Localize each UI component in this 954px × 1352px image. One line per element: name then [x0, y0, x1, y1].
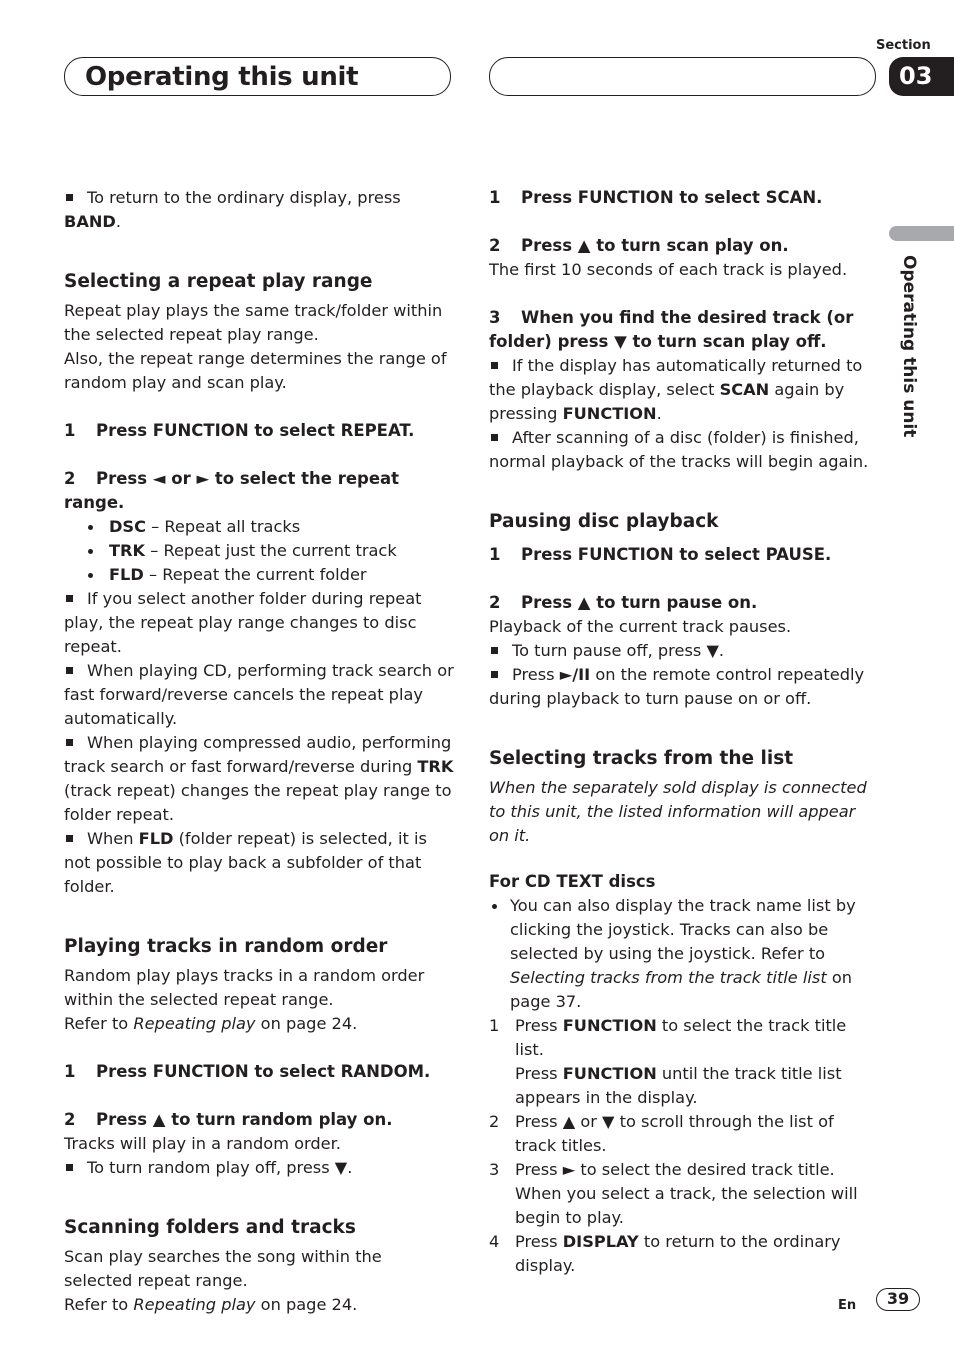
step-repeat-2: 2 Press ◄ or ► to select the repeat range.	[64, 469, 400, 512]
heading-scan: Scanning folders and tracks	[64, 1217, 356, 1238]
bullet-cd-text: You can also display the track name list by clicking the joystick. Tracks can also be selected by using the joystick. Refer to Selecting tracks from the track title list on page 37.	[489, 894, 877, 1014]
section-number-badge: 03	[889, 57, 954, 96]
note-pause-off: To turn pause off, press ▼.	[489, 639, 877, 663]
list-step-4: 4 Press DISPLAY to return to the ordinary display.	[489, 1232, 841, 1275]
bullet-fld: FLD – Repeat the current folder	[64, 563, 454, 587]
scan-reference: Refer to Repeating play on page 24.	[64, 1295, 358, 1314]
side-section-label: Operating this unit	[899, 255, 919, 438]
note-folder-change: If you select another folder during repeat play, the repeat play range changes to disc repeat.	[64, 589, 422, 656]
side-tab-marker	[889, 226, 954, 241]
square-bullet-icon	[66, 1164, 73, 1171]
title-banner	[64, 57, 451, 96]
left-column	[64, 186, 454, 1317]
list-step-2: 2 Press ▲ or ▼ to scroll through the list of track titles.	[489, 1112, 834, 1155]
square-bullet-icon	[491, 647, 498, 654]
page-title: Operating this unit	[85, 62, 359, 92]
square-bullet-icon	[491, 671, 498, 678]
square-bullet-icon	[66, 835, 73, 842]
step-repeat-1: 1 Press FUNCTION to select REPEAT.	[64, 421, 415, 440]
square-bullet-icon	[66, 194, 73, 201]
step-pause-1: 1 Press FUNCTION to select PAUSE.	[489, 545, 832, 564]
square-bullet-icon	[491, 434, 498, 441]
section-label: Section	[876, 38, 931, 53]
note-scan-finished: After scanning of a disc (folder) is finished, normal playback of the tracks will begin again.	[489, 428, 869, 471]
square-bullet-icon	[66, 595, 73, 602]
list-step-3b: When you select a track, the selection will begin to play.	[515, 1184, 858, 1227]
list-step-1b: Press FUNCTION until the track title list appears in the display.	[515, 1064, 842, 1107]
square-bullet-icon	[491, 362, 498, 369]
footer-language: En	[838, 1298, 857, 1313]
list-description: When the separately sold display is connected to this unit, the listed information will appear on it.	[489, 778, 867, 845]
step-random-2: 2 Press ▲ to turn random play on.	[64, 1110, 393, 1129]
heading-cd-text: For CD TEXT discs	[489, 872, 656, 891]
note-random-off: To turn random play off, press ▼.	[64, 1156, 454, 1180]
step-scan-3: 3 When you find the desired track (or folder) press ▼ to turn scan play off.	[489, 308, 854, 351]
page-number: 39	[876, 1288, 920, 1311]
step-scan-2: 2 Press ▲ to turn scan play on.	[489, 236, 789, 255]
step-pause-2: 2 Press ▲ to turn pause on.	[489, 593, 758, 612]
note-remote-pause: Press ►/II on the remote control repeatedly during playback to turn pause on or off.	[489, 665, 865, 708]
step-scan-1: 1 Press FUNCTION to select SCAN.	[489, 188, 823, 207]
repeat-description-2: Also, the repeat range determines the range of random play and scan play.	[64, 349, 447, 392]
note-fld-subfolder: When FLD (folder repeat) is selected, it is not possible to play back a subfolder of that folder.	[64, 829, 427, 896]
bullet-dsc: DSC – Repeat all tracks	[64, 515, 454, 539]
list-step-3: 3 Press ► to select the desired track title.	[489, 1160, 835, 1179]
heading-repeat: Selecting a repeat play range	[64, 271, 373, 292]
heading-random: Playing tracks in random order	[64, 936, 388, 957]
repeat-description: Repeat play plays the same track/folder within the selected repeat play range.	[64, 301, 443, 344]
list-step-1: 1 Press FUNCTION to select the track title list.	[489, 1016, 847, 1059]
random-reference: Refer to Repeating play on page 24.	[64, 1014, 358, 1033]
square-bullet-icon	[66, 739, 73, 746]
heading-list: Selecting tracks from the list	[489, 748, 794, 769]
scan-description: Scan play searches the song within the selected repeat range.	[64, 1247, 382, 1290]
square-bullet-icon	[66, 667, 73, 674]
note-compressed-audio: When playing compressed audio, performing track search or fast forward/reverse during TRK (track repeat) changes the repeat play range to folder repeat.	[64, 733, 454, 824]
note-cd-cancel: When playing CD, performing track search or fast forward/reverse cancels the repeat play automatically.	[64, 661, 454, 728]
pause-result: Playback of the current track pauses.	[489, 617, 792, 636]
random-result: Tracks will play in a random order.	[64, 1134, 341, 1153]
note-scan-returned: If the display has automatically returned to the playback display, select SCAN again by pressing FUNCTION.	[489, 356, 863, 423]
step-random-1: 1 Press FUNCTION to select RANDOM.	[64, 1062, 431, 1081]
note-return-display: To return to the ordinary display, press BAND.	[64, 188, 401, 231]
bullet-trk: TRK – Repeat just the current track	[64, 539, 454, 563]
right-column	[489, 186, 877, 1278]
scan-result: The first 10 seconds of each track is played.	[489, 260, 848, 279]
heading-pause: Pausing disc playback	[489, 511, 719, 532]
random-description: Random play plays tracks in a random order within the selected repeat range.	[64, 966, 425, 1009]
header-banner-blank	[489, 57, 876, 96]
